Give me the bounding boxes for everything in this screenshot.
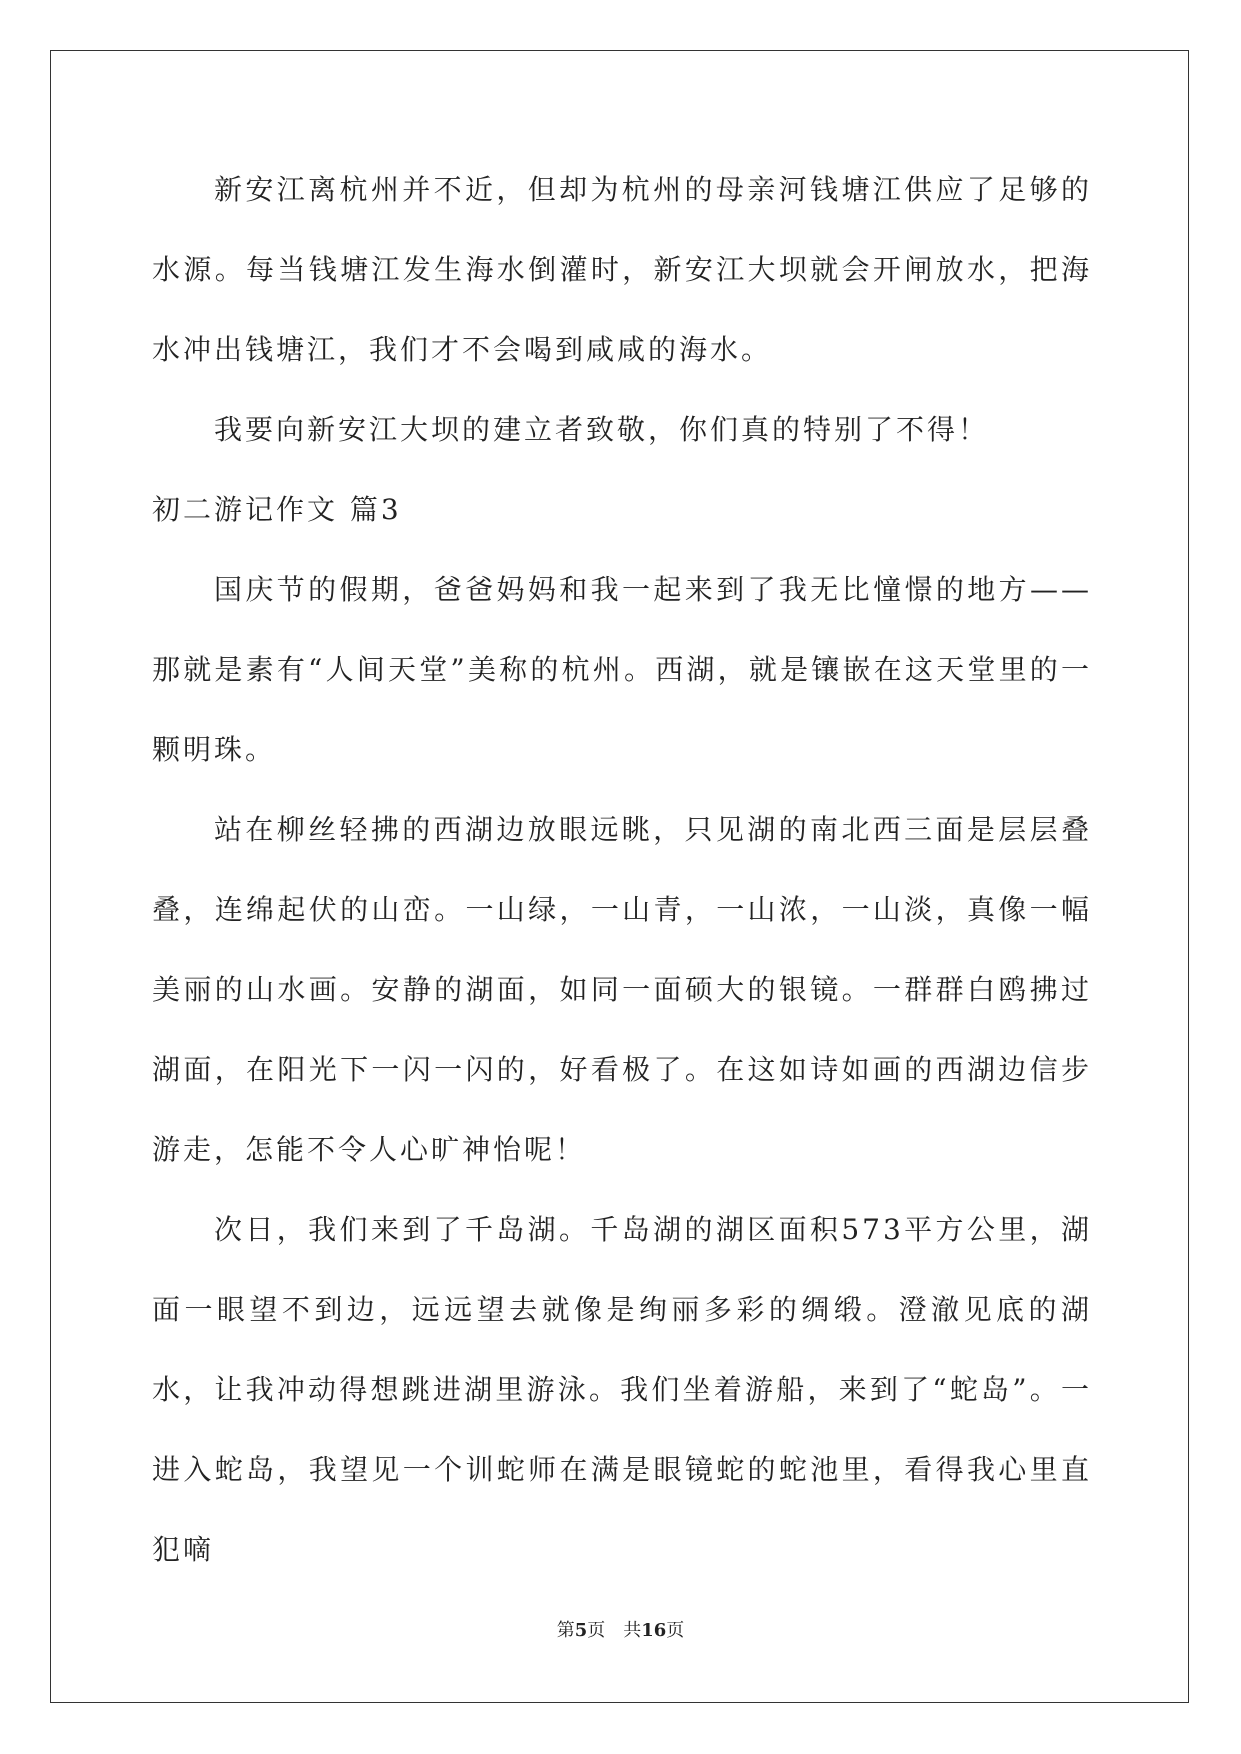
paragraph: 站在柳丝轻拂的西湖边放眼远眺，只见湖的南北西三面是层层叠叠，连绵起伏的山峦。一山绿，一山青，一山浓，一山淡，真像一幅美丽的山水画。安静的湖面，如同一面硕大的银镜。一群群白鸥拂过湖面，在阳光下一闪一闪的，好看极了。在这如诗如画的西湖边信步游走，怎能不令人心旷神怡呢！ <box>152 813 1092 1166</box>
footer-prefix: 第 <box>556 1620 575 1641</box>
paragraph: 新安江离杭州并不近，但却为杭州的母亲河钱塘江供应了足够的水源。每当钱塘江发生海水倒灌时，新安江大坝就会开闸放水，把海水冲出钱塘江，我们才不会喝到咸咸的海水。 <box>152 173 1092 366</box>
current-page-number: 5 <box>574 1620 588 1641</box>
document-body <box>152 150 1092 1590</box>
page-footer <box>0 1616 1241 1642</box>
footer-total-suffix: 页 <box>666 1620 685 1641</box>
paragraph: 我要向新安江大坝的建立者致敬，你们真的特别了不得！ <box>214 413 990 446</box>
paragraph: 国庆节的假期，爸爸妈妈和我一起来到了我无比憧憬的地方——那就是素有“人间天堂”美称的杭州。西湖，就是镶嵌在这天堂里的一颗明珠。 <box>152 573 1092 766</box>
section-heading: 初二游记作文 篇3 <box>152 493 402 526</box>
footer-total-prefix: 共 <box>623 1620 642 1641</box>
total-page-number: 16 <box>641 1620 667 1641</box>
footer-page-suffix: 页 <box>587 1620 606 1641</box>
paragraph: 次日，我们来到了千岛湖。千岛湖的湖区面积573平方公里，湖面一眼望不到边，远远望去就像是绚丽多彩的绸缎。澄澈见底的湖水，让我冲动得想跳进湖里游泳。我们坐着游船，来到了“蛇岛”。一进入蛇岛，我望见一个训蛇师在满是眼镜蛇的蛇池里，看得我心里直犯嘀 <box>152 1213 1092 1566</box>
